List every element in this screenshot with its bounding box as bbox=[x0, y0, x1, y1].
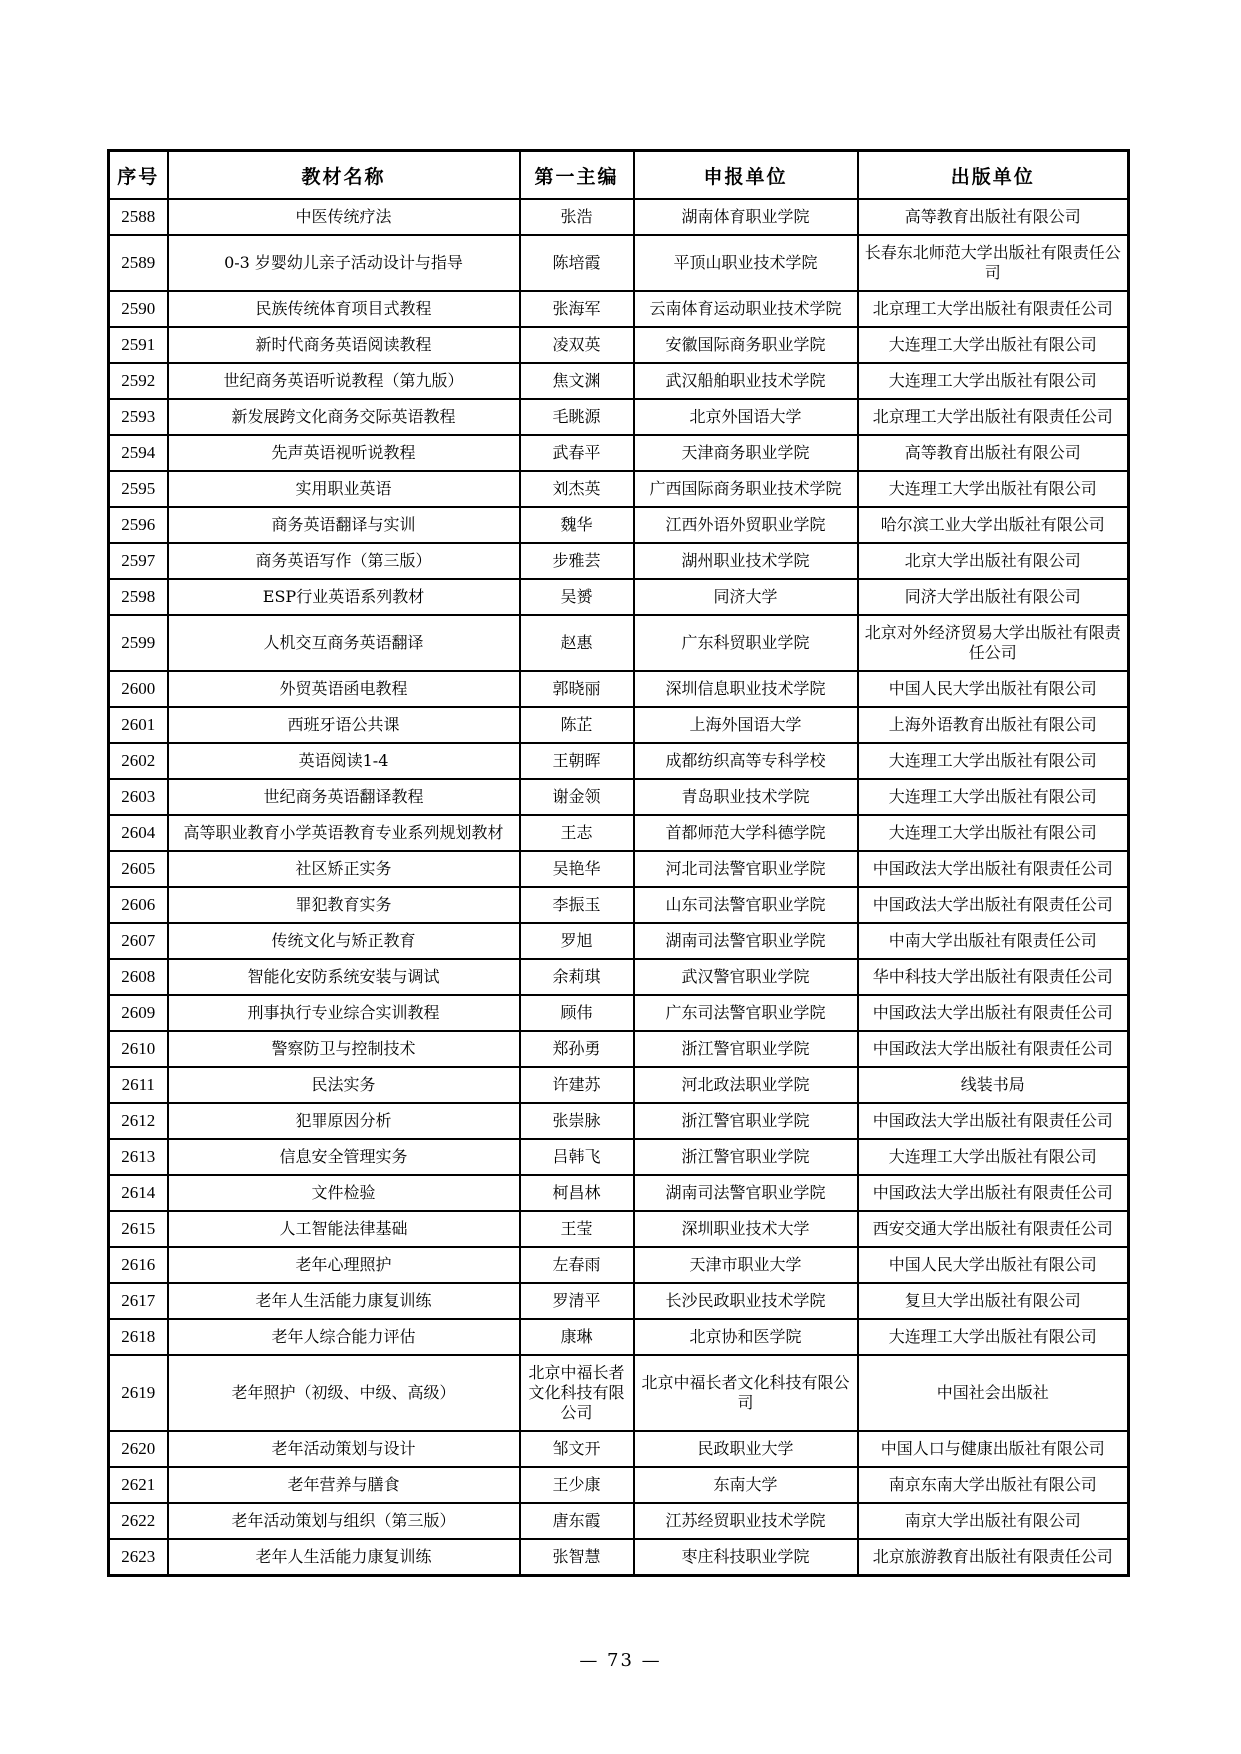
editor-cell: 张浩 bbox=[520, 199, 634, 235]
applicant-cell: 深圳信息职业技术学院 bbox=[634, 671, 858, 707]
publisher-cell: 北京理工大学出版社有限责任公司 bbox=[858, 399, 1129, 435]
editor-cell: 罗旭 bbox=[520, 923, 634, 959]
publisher-cell: 中国政法大学出版社有限责任公司 bbox=[858, 995, 1129, 1031]
title-cell: 社区矫正实务 bbox=[168, 851, 520, 887]
applicant-cell: 北京外国语大学 bbox=[634, 399, 858, 435]
table-row bbox=[109, 435, 1129, 471]
publisher-cell: 高等教育出版社有限公司 bbox=[858, 199, 1129, 235]
publisher-cell: 中国政法大学出版社有限责任公司 bbox=[858, 851, 1129, 887]
serial-cell: 2617 bbox=[109, 1283, 168, 1319]
publisher-cell: 中国政法大学出版社有限责任公司 bbox=[858, 1103, 1129, 1139]
applicant-cell: 长沙民政职业技术学院 bbox=[634, 1283, 858, 1319]
table-row bbox=[109, 507, 1129, 543]
table-row bbox=[109, 1103, 1129, 1139]
serial-cell: 2600 bbox=[109, 671, 168, 707]
title-cell: 人机交互商务英语翻译 bbox=[168, 615, 520, 671]
editor-cell: 毛眺源 bbox=[520, 399, 634, 435]
publisher-cell: 大连理工大学出版社有限公司 bbox=[858, 779, 1129, 815]
column-header-applicant: 申报单位 bbox=[634, 151, 858, 200]
publisher-cell: 大连理工大学出版社有限公司 bbox=[858, 363, 1129, 399]
table-row bbox=[109, 1319, 1129, 1355]
title-cell: 智能化安防系统安装与调试 bbox=[168, 959, 520, 995]
serial-cell: 2615 bbox=[109, 1211, 168, 1247]
applicant-cell: 湖南体育职业学院 bbox=[634, 199, 858, 235]
serial-cell: 2599 bbox=[109, 615, 168, 671]
applicant-cell: 青岛职业技术学院 bbox=[634, 779, 858, 815]
applicant-cell: 首都师范大学科德学院 bbox=[634, 815, 858, 851]
applicant-cell: 平顶山职业技术学院 bbox=[634, 235, 858, 291]
publisher-cell: 线装书局 bbox=[858, 1067, 1129, 1103]
editor-cell: 谢金领 bbox=[520, 779, 634, 815]
applicant-cell: 浙江警官职业学院 bbox=[634, 1139, 858, 1175]
serial-cell: 2597 bbox=[109, 543, 168, 579]
table-row bbox=[109, 1503, 1129, 1539]
serial-cell: 2606 bbox=[109, 887, 168, 923]
serial-cell: 2603 bbox=[109, 779, 168, 815]
title-cell: 新时代商务英语阅读教程 bbox=[168, 327, 520, 363]
table-row bbox=[109, 851, 1129, 887]
table-row bbox=[109, 1067, 1129, 1103]
applicant-cell: 武汉警官职业学院 bbox=[634, 959, 858, 995]
publisher-cell: 中国人口与健康出版社有限公司 bbox=[858, 1431, 1129, 1467]
applicant-cell: 东南大学 bbox=[634, 1467, 858, 1503]
column-header-publisher: 出版单位 bbox=[858, 151, 1129, 200]
title-cell: 先声英语视听说教程 bbox=[168, 435, 520, 471]
table-row bbox=[109, 671, 1129, 707]
serial-cell: 2621 bbox=[109, 1467, 168, 1503]
serial-cell: 2616 bbox=[109, 1247, 168, 1283]
editor-cell: 赵惠 bbox=[520, 615, 634, 671]
title-cell: 0-3 岁婴幼儿亲子活动设计与指导 bbox=[168, 235, 520, 291]
applicant-cell: 江苏经贸职业技术学院 bbox=[634, 1503, 858, 1539]
table-header-row bbox=[109, 151, 1129, 200]
table-row bbox=[109, 707, 1129, 743]
title-cell: 新发展跨文化商务交际英语教程 bbox=[168, 399, 520, 435]
serial-cell: 2608 bbox=[109, 959, 168, 995]
applicant-cell: 山东司法警官职业学院 bbox=[634, 887, 858, 923]
table-row bbox=[109, 235, 1129, 291]
title-cell: 老年照护（初级、中级、高级） bbox=[168, 1355, 520, 1431]
publisher-cell: 北京理工大学出版社有限责任公司 bbox=[858, 291, 1129, 327]
editor-cell: 张崇脉 bbox=[520, 1103, 634, 1139]
serial-cell: 2594 bbox=[109, 435, 168, 471]
serial-cell: 2619 bbox=[109, 1355, 168, 1431]
editor-cell: 吴赟 bbox=[520, 579, 634, 615]
table-row bbox=[109, 1247, 1129, 1283]
publisher-cell: 长春东北师范大学出版社有限责任公司 bbox=[858, 235, 1129, 291]
applicant-cell: 河北政法职业学院 bbox=[634, 1067, 858, 1103]
table-row bbox=[109, 743, 1129, 779]
publisher-cell: 北京大学出版社有限公司 bbox=[858, 543, 1129, 579]
title-cell: 老年人生活能力康复训练 bbox=[168, 1283, 520, 1319]
table-row bbox=[109, 579, 1129, 615]
editor-cell: 北京中福长者文化科技有限公司 bbox=[520, 1355, 634, 1431]
table-row bbox=[109, 815, 1129, 851]
applicant-cell: 武汉船舶职业技术学院 bbox=[634, 363, 858, 399]
publisher-cell: 南京大学出版社有限公司 bbox=[858, 1503, 1129, 1539]
publisher-cell: 北京旅游教育出版社有限责任公司 bbox=[858, 1539, 1129, 1576]
table-row bbox=[109, 327, 1129, 363]
publisher-cell: 中国政法大学出版社有限责任公司 bbox=[858, 887, 1129, 923]
publisher-cell: 大连理工大学出版社有限公司 bbox=[858, 327, 1129, 363]
serial-cell: 2620 bbox=[109, 1431, 168, 1467]
table-row bbox=[109, 1139, 1129, 1175]
applicant-cell: 深圳职业技术大学 bbox=[634, 1211, 858, 1247]
editor-cell: 王少康 bbox=[520, 1467, 634, 1503]
publisher-cell: 中国政法大学出版社有限责任公司 bbox=[858, 1175, 1129, 1211]
serial-cell: 2611 bbox=[109, 1067, 168, 1103]
page-number: — 73 — bbox=[579, 1650, 662, 1671]
title-cell: 老年人生活能力康复训练 bbox=[168, 1539, 520, 1576]
serial-cell: 2590 bbox=[109, 291, 168, 327]
applicant-cell: 安徽国际商务职业学院 bbox=[634, 327, 858, 363]
applicant-cell: 广东司法警官职业学院 bbox=[634, 995, 858, 1031]
applicant-cell: 北京中福长者文化科技有限公司 bbox=[634, 1355, 858, 1431]
title-cell: 信息安全管理实务 bbox=[168, 1139, 520, 1175]
publisher-cell: 中国人民大学出版社有限公司 bbox=[858, 671, 1129, 707]
applicant-cell: 天津市职业大学 bbox=[634, 1247, 858, 1283]
textbook-approval-table bbox=[107, 149, 1130, 1577]
title-cell: 世纪商务英语翻译教程 bbox=[168, 779, 520, 815]
title-cell: 中医传统疗法 bbox=[168, 199, 520, 235]
editor-cell: 康琳 bbox=[520, 1319, 634, 1355]
editor-cell: 柯昌林 bbox=[520, 1175, 634, 1211]
table-row bbox=[109, 1211, 1129, 1247]
editor-cell: 焦文渊 bbox=[520, 363, 634, 399]
publisher-cell: 西安交通大学出版社有限责任公司 bbox=[858, 1211, 1129, 1247]
editor-cell: 刘杰英 bbox=[520, 471, 634, 507]
title-cell: 世纪商务英语听说教程（第九版） bbox=[168, 363, 520, 399]
editor-cell: 吕韩飞 bbox=[520, 1139, 634, 1175]
title-cell: 民法实务 bbox=[168, 1067, 520, 1103]
serial-cell: 2598 bbox=[109, 579, 168, 615]
title-cell: ESP行业英语系列教材 bbox=[168, 579, 520, 615]
editor-cell: 王朝晖 bbox=[520, 743, 634, 779]
column-header-serial: 序号 bbox=[109, 151, 168, 200]
serial-cell: 2622 bbox=[109, 1503, 168, 1539]
table-row bbox=[109, 1539, 1129, 1576]
publisher-cell: 同济大学出版社有限公司 bbox=[858, 579, 1129, 615]
applicant-cell: 湖南司法警官职业学院 bbox=[634, 1175, 858, 1211]
editor-cell: 郑孙勇 bbox=[520, 1031, 634, 1067]
table-row bbox=[109, 995, 1129, 1031]
title-cell: 老年活动策划与设计 bbox=[168, 1431, 520, 1467]
editor-cell: 陈芷 bbox=[520, 707, 634, 743]
title-cell: 老年营养与膳食 bbox=[168, 1467, 520, 1503]
title-cell: 刑事执行专业综合实训教程 bbox=[168, 995, 520, 1031]
editor-cell: 邹文开 bbox=[520, 1431, 634, 1467]
serial-cell: 2588 bbox=[109, 199, 168, 235]
serial-cell: 2601 bbox=[109, 707, 168, 743]
serial-cell: 2604 bbox=[109, 815, 168, 851]
applicant-cell: 北京协和医学院 bbox=[634, 1319, 858, 1355]
publisher-cell: 中南大学出版社有限责任公司 bbox=[858, 923, 1129, 959]
column-header-editor: 第一主编 bbox=[520, 151, 634, 200]
applicant-cell: 浙江警官职业学院 bbox=[634, 1103, 858, 1139]
serial-cell: 2613 bbox=[109, 1139, 168, 1175]
table-row bbox=[109, 1031, 1129, 1067]
title-cell: 罪犯教育实务 bbox=[168, 887, 520, 923]
title-cell: 人工智能法律基础 bbox=[168, 1211, 520, 1247]
publisher-cell: 大连理工大学出版社有限公司 bbox=[858, 1319, 1129, 1355]
title-cell: 老年活动策划与组织（第三版） bbox=[168, 1503, 520, 1539]
editor-cell: 陈培霞 bbox=[520, 235, 634, 291]
publisher-cell: 高等教育出版社有限公司 bbox=[858, 435, 1129, 471]
column-header-title: 教材名称 bbox=[168, 151, 520, 200]
serial-cell: 2610 bbox=[109, 1031, 168, 1067]
title-cell: 外贸英语函电教程 bbox=[168, 671, 520, 707]
title-cell: 老年人综合能力评估 bbox=[168, 1319, 520, 1355]
serial-cell: 2607 bbox=[109, 923, 168, 959]
editor-cell: 余莉琪 bbox=[520, 959, 634, 995]
applicant-cell: 云南体育运动职业技术学院 bbox=[634, 291, 858, 327]
editor-cell: 唐东霞 bbox=[520, 1503, 634, 1539]
publisher-cell: 中国人民大学出版社有限公司 bbox=[858, 1247, 1129, 1283]
editor-cell: 左春雨 bbox=[520, 1247, 634, 1283]
table-row bbox=[109, 1431, 1129, 1467]
publisher-cell: 复旦大学出版社有限公司 bbox=[858, 1283, 1129, 1319]
title-cell: 实用职业英语 bbox=[168, 471, 520, 507]
editor-cell: 魏华 bbox=[520, 507, 634, 543]
serial-cell: 2595 bbox=[109, 471, 168, 507]
editor-cell: 李振玉 bbox=[520, 887, 634, 923]
table-row bbox=[109, 363, 1129, 399]
table-row bbox=[109, 615, 1129, 671]
title-cell: 犯罪原因分析 bbox=[168, 1103, 520, 1139]
publisher-cell: 华中科技大学出版社有限责任公司 bbox=[858, 959, 1129, 995]
publisher-cell: 大连理工大学出版社有限公司 bbox=[858, 815, 1129, 851]
editor-cell: 王莹 bbox=[520, 1211, 634, 1247]
title-cell: 文件检验 bbox=[168, 1175, 520, 1211]
title-cell: 老年心理照护 bbox=[168, 1247, 520, 1283]
publisher-cell: 南京东南大学出版社有限公司 bbox=[858, 1467, 1129, 1503]
table-row bbox=[109, 399, 1129, 435]
table-row bbox=[109, 1283, 1129, 1319]
editor-cell: 许建苏 bbox=[520, 1067, 634, 1103]
table-row bbox=[109, 543, 1129, 579]
editor-cell: 郭晓丽 bbox=[520, 671, 634, 707]
applicant-cell: 同济大学 bbox=[634, 579, 858, 615]
table-row bbox=[109, 887, 1129, 923]
table-row bbox=[109, 1467, 1129, 1503]
editor-cell: 凌双英 bbox=[520, 327, 634, 363]
title-cell: 传统文化与矫正教育 bbox=[168, 923, 520, 959]
publisher-cell: 哈尔滨工业大学出版社有限公司 bbox=[858, 507, 1129, 543]
publisher-cell: 中国社会出版社 bbox=[858, 1355, 1129, 1431]
applicant-cell: 广西国际商务职业技术学院 bbox=[634, 471, 858, 507]
editor-cell: 王志 bbox=[520, 815, 634, 851]
applicant-cell: 湖南司法警官职业学院 bbox=[634, 923, 858, 959]
applicant-cell: 河北司法警官职业学院 bbox=[634, 851, 858, 887]
title-cell: 高等职业教育小学英语教育专业系列规划教材 bbox=[168, 815, 520, 851]
serial-cell: 2623 bbox=[109, 1539, 168, 1576]
applicant-cell: 上海外国语大学 bbox=[634, 707, 858, 743]
title-cell: 商务英语写作（第三版） bbox=[168, 543, 520, 579]
editor-cell: 吴艳华 bbox=[520, 851, 634, 887]
serial-cell: 2609 bbox=[109, 995, 168, 1031]
serial-cell: 2602 bbox=[109, 743, 168, 779]
editor-cell: 张海军 bbox=[520, 291, 634, 327]
publisher-cell: 大连理工大学出版社有限公司 bbox=[858, 743, 1129, 779]
table-row bbox=[109, 1175, 1129, 1211]
applicant-cell: 天津商务职业学院 bbox=[634, 435, 858, 471]
serial-cell: 2612 bbox=[109, 1103, 168, 1139]
editor-cell: 罗清平 bbox=[520, 1283, 634, 1319]
editor-cell: 武春平 bbox=[520, 435, 634, 471]
editor-cell: 顾伟 bbox=[520, 995, 634, 1031]
applicant-cell: 湖州职业技术学院 bbox=[634, 543, 858, 579]
serial-cell: 2592 bbox=[109, 363, 168, 399]
publisher-cell: 大连理工大学出版社有限公司 bbox=[858, 471, 1129, 507]
publisher-cell: 大连理工大学出版社有限公司 bbox=[858, 1139, 1129, 1175]
serial-cell: 2593 bbox=[109, 399, 168, 435]
title-cell: 英语阅读1-4 bbox=[168, 743, 520, 779]
applicant-cell: 江西外语外贸职业学院 bbox=[634, 507, 858, 543]
table-row bbox=[109, 1355, 1129, 1431]
table-row bbox=[109, 471, 1129, 507]
title-cell: 警察防卫与控制技术 bbox=[168, 1031, 520, 1067]
serial-cell: 2605 bbox=[109, 851, 168, 887]
table-row bbox=[109, 779, 1129, 815]
editor-cell: 张智慧 bbox=[520, 1539, 634, 1576]
applicant-cell: 浙江警官职业学院 bbox=[634, 1031, 858, 1067]
serial-cell: 2596 bbox=[109, 507, 168, 543]
publisher-cell: 上海外语教育出版社有限公司 bbox=[858, 707, 1129, 743]
publisher-cell: 北京对外经济贸易大学出版社有限责任公司 bbox=[858, 615, 1129, 671]
applicant-cell: 枣庄科技职业学院 bbox=[634, 1539, 858, 1576]
title-cell: 民族传统体育项目式教程 bbox=[168, 291, 520, 327]
applicant-cell: 成都纺织高等专科学校 bbox=[634, 743, 858, 779]
table-row bbox=[109, 923, 1129, 959]
serial-cell: 2614 bbox=[109, 1175, 168, 1211]
applicant-cell: 广东科贸职业学院 bbox=[634, 615, 858, 671]
table-row bbox=[109, 199, 1129, 235]
table-row bbox=[109, 291, 1129, 327]
editor-cell: 步雅芸 bbox=[520, 543, 634, 579]
serial-cell: 2618 bbox=[109, 1319, 168, 1355]
serial-cell: 2589 bbox=[109, 235, 168, 291]
title-cell: 商务英语翻译与实训 bbox=[168, 507, 520, 543]
serial-cell: 2591 bbox=[109, 327, 168, 363]
table-row bbox=[109, 959, 1129, 995]
applicant-cell: 民政职业大学 bbox=[634, 1431, 858, 1467]
publisher-cell: 中国政法大学出版社有限责任公司 bbox=[858, 1031, 1129, 1067]
title-cell: 西班牙语公共课 bbox=[168, 707, 520, 743]
